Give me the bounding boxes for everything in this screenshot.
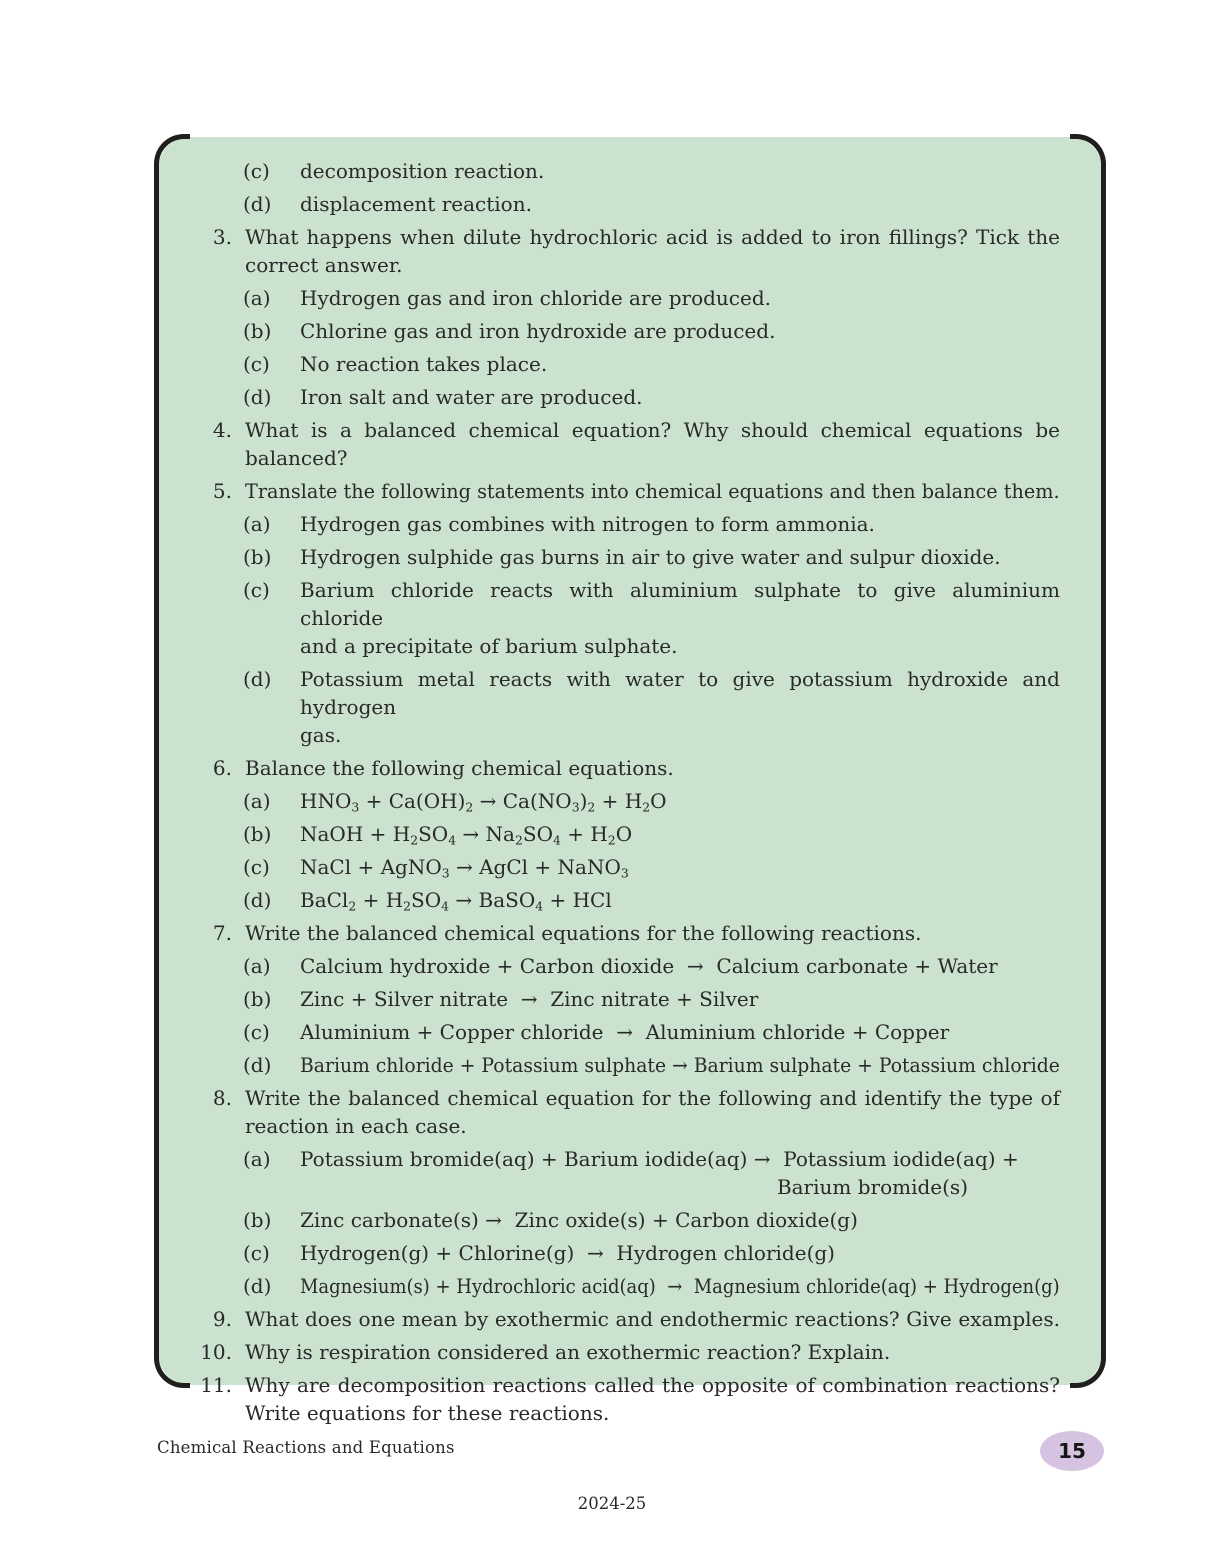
text-line: Calcium hydroxide + Carbon dioxide → Calcium carbonate + Water [300, 954, 998, 978]
option-row [158, 853, 1060, 881]
option-text [300, 787, 1060, 815]
option-text [300, 190, 1060, 218]
option-label: (d) [243, 1053, 272, 1077]
text-line: decomposition reaction. [300, 159, 545, 183]
question-number: 9. [212, 1307, 232, 1331]
option-text [300, 665, 1060, 749]
option-row [158, 1239, 1060, 1267]
question-number: 10. [200, 1340, 232, 1364]
text-line: Barium chloride reacts with aluminium sulphate to give aluminium chloride [300, 578, 1060, 630]
option-row [158, 1145, 1060, 1201]
text-line: Zinc carbonate(s) → Zinc oxide(s) + Carbon dioxide(g) [300, 1208, 858, 1232]
question-number: 7. [212, 921, 232, 945]
option-label: (b) [243, 545, 272, 569]
exercise-box [158, 137, 1102, 1425]
text-line: What is a balanced chemical equation? Why should chemical equations be [245, 418, 1060, 442]
question-number: 4. [212, 418, 232, 442]
text-line: Aluminium + Copper chloride → Aluminium chloride + Copper [300, 1020, 950, 1044]
option-text [300, 350, 1060, 378]
question-row [158, 1305, 1060, 1333]
option-label: (c) [243, 578, 270, 602]
question-row [158, 919, 1060, 947]
question-row [158, 223, 1060, 279]
option-label: (d) [243, 192, 272, 216]
text-line: Translate the following statements into chemical equations and then balance them. [245, 479, 1060, 503]
option-label: (c) [243, 159, 270, 183]
option-row [158, 1272, 1060, 1300]
option-row [158, 787, 1060, 815]
text-line: NaCl + AgNO$_3$ → AgCl + NaNO$_3$ [300, 855, 629, 881]
text-line: reaction in each case. [245, 1114, 467, 1138]
option-text [300, 510, 1060, 538]
text-line: gas. [300, 723, 342, 747]
option-row [158, 543, 1060, 571]
option-row [158, 284, 1060, 312]
option-row [158, 1051, 1060, 1079]
text-line: Potassium bromide(aq) + Barium iodide(aq) → Potassium iodide(aq) + [300, 1147, 1019, 1171]
option-row [158, 510, 1060, 538]
text-line: What does one mean by exothermic and endothermic reactions? Give examples. [245, 1307, 1060, 1331]
text-line: balanced? [245, 446, 348, 470]
option-label: (a) [243, 512, 271, 536]
option-text [300, 820, 1060, 848]
question-text [245, 1371, 1060, 1427]
option-row [158, 383, 1060, 411]
option-label: (b) [243, 987, 272, 1011]
text-line: Hydrogen gas and iron chloride are produced. [300, 286, 772, 310]
option-text [300, 1018, 1060, 1046]
page-number-badge [1040, 1431, 1104, 1471]
option-text [300, 576, 1060, 660]
text-line: Write the balanced chemical equations for the following reactions. [245, 921, 922, 945]
option-text [300, 383, 1060, 411]
text-line: displacement reaction. [300, 192, 532, 216]
text-line: Potassium metal reacts with water to give potassium hydroxide and hydrogen [300, 667, 1060, 719]
question-number: 5. [212, 479, 232, 503]
text-line: Hydrogen gas combines with nitrogen to form ammonia. [300, 512, 875, 536]
question-number: 6. [212, 756, 232, 780]
option-label: (c) [243, 1020, 270, 1044]
option-label: (a) [243, 789, 271, 813]
text-line: Why are decomposition reactions called the opposite of combination reactions? [245, 1373, 1060, 1397]
option-text [300, 886, 1060, 914]
option-row [158, 985, 1060, 1013]
option-row [158, 317, 1060, 345]
text-line: Why is respiration considered an exothermic reaction? Explain. [245, 1340, 891, 1364]
option-row [158, 576, 1060, 660]
question-text [245, 919, 1060, 947]
option-label: (d) [243, 667, 272, 691]
option-text [300, 157, 1060, 185]
text-line: Hydrogen sulphide gas burns in air to give water and sulpur dioxide. [300, 545, 1001, 569]
option-label: (d) [243, 1274, 272, 1298]
question-number: 11. [200, 1373, 232, 1397]
question-row [158, 477, 1060, 505]
text-line: Balance the following chemical equations. [245, 756, 674, 780]
option-text [300, 1239, 1060, 1267]
page-number: 15 [1058, 1439, 1086, 1463]
question-text [245, 477, 1060, 505]
option-label: (c) [243, 855, 270, 879]
option-text [300, 1051, 1060, 1079]
option-label: (a) [243, 286, 271, 310]
question-row [158, 754, 1060, 782]
option-row [158, 952, 1060, 980]
option-text [300, 284, 1060, 312]
question-number: 3. [212, 225, 232, 249]
question-text [245, 416, 1060, 472]
question-row [158, 1338, 1060, 1366]
option-label: (b) [243, 822, 272, 846]
option-row [158, 157, 1060, 185]
text-line: correct answer. [245, 253, 403, 277]
text-line: Barium chloride + Potassium sulphate → Barium sulphate + Potassium chloride [300, 1053, 1060, 1077]
text-line: Zinc + Silver nitrate → Zinc nitrate + Silver [300, 987, 759, 1011]
option-label: (d) [243, 385, 272, 409]
text-line: Magnesium(s) + Hydrochloric acid(aq) → Magnesium chloride(aq) + Hydrogen(g) [300, 1274, 1060, 1298]
option-label: (b) [243, 319, 272, 343]
text-line: Iron salt and water are produced. [300, 385, 643, 409]
question-row [158, 1084, 1060, 1140]
year-label: 2024-25 [577, 1494, 647, 1513]
text-line: Chlorine gas and iron hydroxide are produced. [300, 319, 776, 343]
option-row [158, 820, 1060, 848]
question-number: 8. [212, 1086, 232, 1110]
option-text [300, 1272, 1060, 1300]
option-row [158, 665, 1060, 749]
text-line: BaCl$_2$ + $H_2SO_4$ → BaSO$_4$ + HCl [300, 888, 612, 914]
question-text [245, 1338, 1060, 1366]
option-row [158, 886, 1060, 914]
option-text [300, 1145, 1060, 1201]
option-text [300, 1206, 1060, 1234]
option-row [158, 350, 1060, 378]
question-text [245, 1084, 1060, 1140]
option-row [158, 1018, 1060, 1046]
text-line: Hydrogen(g) + Chlorine(g) → Hydrogen chloride(g) [300, 1241, 835, 1265]
option-label: (d) [243, 888, 272, 912]
option-row [158, 190, 1060, 218]
option-label: (a) [243, 954, 271, 978]
text-line: No reaction takes place. [300, 352, 548, 376]
option-text [300, 985, 1060, 1013]
text-line: and a precipitate of barium sulphate. [300, 634, 678, 658]
question-text [245, 754, 1060, 782]
text-line: Barium bromide(s) [776, 1175, 968, 1199]
option-label: (a) [243, 1147, 271, 1171]
option-text [300, 317, 1060, 345]
option-label: (b) [243, 1208, 272, 1232]
option-label: (c) [243, 1241, 270, 1265]
text-line: Write the balanced chemical equation for the following and identify the type of [245, 1086, 1060, 1110]
option-text [300, 853, 1060, 881]
text-line: What happens when dilute hydrochloric acid is added to iron fillings? Tick the [245, 225, 1060, 249]
footer-chapter-title: Chemical Reactions and Equations [157, 1438, 455, 1457]
question-text [245, 1305, 1060, 1333]
option-label: (c) [243, 352, 270, 376]
question-row [158, 1371, 1060, 1427]
option-row [158, 1206, 1060, 1234]
question-text [245, 223, 1060, 279]
text-line: $HNO_3 + Ca(OH)_2 \to Ca(NO_3)_2 + H_2O$ [300, 789, 667, 815]
text-line: Write equations for these reactions. [245, 1401, 610, 1425]
text-line: NaOH + $H_2SO_4 \to Na_2SO_4 + H_2O$ [300, 822, 633, 848]
option-text [300, 952, 1060, 980]
option-text [300, 543, 1060, 571]
exercise-content [158, 137, 1102, 1425]
question-row [158, 416, 1060, 472]
